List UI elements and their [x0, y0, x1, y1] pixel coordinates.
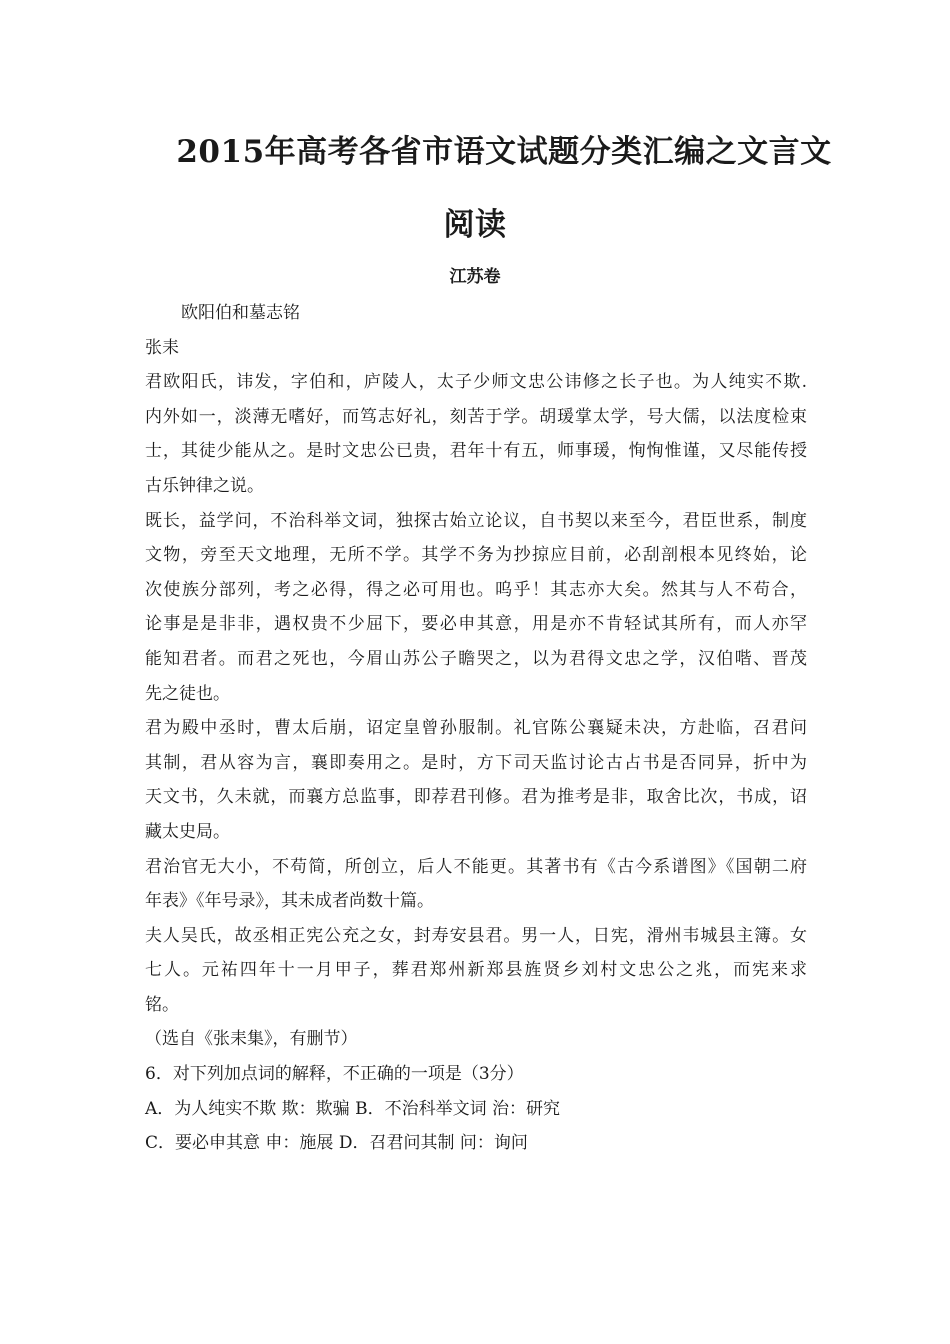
text-line: 士，其徒少能从之。是时文忠公已贵，君年十有五，师事瑗，恂恂惟谨，又尽能传授: [145, 441, 807, 462]
text-line: 君治官无大小，不苟简，所创立，后人不能更。其著书有《古今系谱图》《国朝二府: [145, 856, 807, 877]
text-line: 君欧阳氏，讳发，字伯和，庐陵人，太子少师文忠公讳修之长子也。为人纯实不欺.: [145, 372, 807, 393]
document-body: [145, 296, 807, 1161]
paragraph-5: [145, 919, 807, 1023]
text-line: 文物，旁至天文地理，无所不学。其学不务为抄掠应目前，必刮剖根本见终始，论: [145, 545, 807, 566]
document-title-line-1: 2015年高考各省市语文试题分类汇编之文言文: [176, 134, 832, 170]
text-line: 铭。: [145, 994, 179, 1015]
text-line: 君为殿中丞时，曹太后崩，诏定皇曾孙服制。礼官陈公襄疑未决，方赴临，召君问: [145, 718, 807, 739]
source-note: （选自《张耒集》，有删节）: [145, 1029, 358, 1050]
section-heading: 江苏卷: [449, 267, 501, 287]
paragraph-2: [145, 504, 807, 712]
text-line: 既长，益学问，不治科举文词，独探古始立论议，自书契以来至今，君臣世系，制度: [145, 510, 807, 531]
text-line: 古乐钟律之说。: [145, 475, 264, 496]
text-line: 藏太史局。: [145, 821, 230, 842]
document-title-line-2: 阅读: [443, 207, 507, 243]
text-line: 夫人吴氏，故丞相正宪公充之女，封寿安县君。男一人，日宪，滑州韦城县主簿。女: [145, 925, 807, 946]
paragraph-4: [145, 850, 807, 919]
text-line: 天文书，久未就，而襄方总监事，即荐君刊修。君为推考是非，取舍比次，书成，诏: [145, 787, 807, 808]
question-options-a-b: A．为人纯实不欺 欺：欺骗 B．不治科举文词 治：研究: [145, 1098, 560, 1119]
paragraph-3: [145, 711, 807, 849]
text-line: 七人。元祐四年十一月甲子，葬君郑州新郑县旌贤乡刘村文忠公之兆，而宪来求: [145, 960, 807, 981]
text-line: 次使族分部列，考之必得，得之必可用也。呜乎！其志亦大矣。然其与人不苟合，: [145, 579, 807, 600]
text-line: 年表》《年号录》，其未成者尚数十篇。: [145, 891, 434, 912]
paragraph-1: [145, 365, 807, 503]
text-line: 能知君者。而君之死也，今眉山苏公子瞻哭之，以为君得文忠之学，汉伯喈、晋茂: [145, 648, 807, 669]
text-line: 先之徒也。: [145, 683, 230, 704]
question-6: 6．对下列加点词的解释，不正确的一项是（3分）: [145, 1064, 524, 1085]
text-line: 内外如一，淡薄无嗜好，而笃志好礼，刻苦于学。胡瑗掌太学，号大儒，以法度检束: [145, 406, 807, 427]
text-line: 其制，君从容为言，襄即奏用之。是时，方下司天监讨论古占书是否同异，折中为: [145, 752, 807, 773]
text-line: 论事是是非非，遇权贵不少屈下，要必申其意，用是亦不肯轻试其所有，而人亦罕: [145, 614, 807, 635]
article-title: 欧阳伯和墓志铭: [181, 303, 300, 323]
question-options-c-d: C．要必申其意 申：施展 D．召君问其制 问：询问: [145, 1133, 528, 1154]
article-author: 张耒: [145, 337, 179, 358]
